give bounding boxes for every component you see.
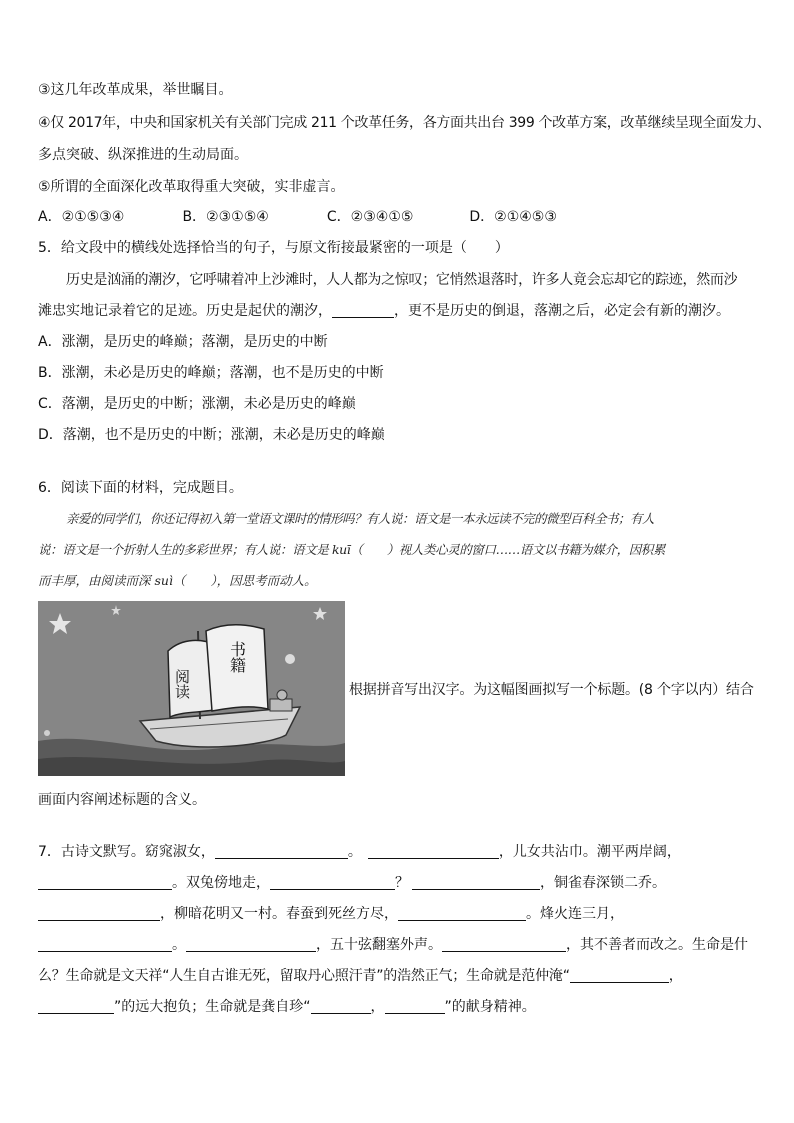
- q7-blank[interactable]: [215, 844, 348, 859]
- q7-blank[interactable]: [570, 968, 669, 983]
- q7-text: 么？生命就是文天祥“人生自古谁无死，留取丹心照汗青”的浩然正气；生命就是范仲淹“: [38, 968, 570, 984]
- q7-line-5: [38, 966, 683, 986]
- line-item-3: ③这几年改革成果，举世瞩目。: [38, 82, 233, 98]
- q7-text: ，儿女共沾巾。潮平两岸阔，: [498, 844, 681, 860]
- q7-text: ”的远大抱负；生命就是龚自珍“: [114, 999, 311, 1015]
- q7-blank[interactable]: [311, 999, 371, 1014]
- sail-left-text: 阅读: [173, 669, 191, 699]
- option-a[interactable]: A．②①⑤③④: [38, 209, 125, 225]
- q7-blank[interactable]: [270, 875, 395, 890]
- q7-blank[interactable]: [385, 999, 445, 1014]
- q5-passage-line-1: 历史是汹涌的潮汐，它呼啸着冲上沙滩时，人人都为之惊叹；它悄然退落时，许多人竟会忘却它的踪迹，然而沙: [66, 272, 738, 288]
- q5-option-a[interactable]: A．涨潮，是历史的峰巅；落潮，是历史的中断: [38, 334, 328, 350]
- q7-text: ，五十弦翻塞外声。: [316, 937, 442, 953]
- q7-blank[interactable]: [412, 875, 540, 890]
- q7-blank[interactable]: [368, 844, 499, 859]
- option-c[interactable]: C．②③④①⑤: [326, 209, 414, 225]
- q6-letter-line-2: 说：语文是一个折射人生的多彩世界；有人说：语文是 kuī（ ）视人类心灵的窗口……语文以书籍为媒介，因积累: [38, 542, 665, 557]
- q7-line-4: [38, 935, 748, 955]
- q5-passage-text-b: ，更不是历史的倒退，落潮之后，必定会有新的潮汐。: [394, 303, 730, 319]
- q7-blank[interactable]: [186, 937, 316, 952]
- q5-option-b[interactable]: B．涨潮，未必是历史的峰巅；落潮，也不是历史的中断: [38, 365, 384, 381]
- q5-option-c[interactable]: C．落潮，是历史的中断；涨潮，未必是历史的峰巅: [38, 396, 356, 412]
- q7-line-6: [38, 997, 536, 1017]
- q5-stem: 5．给文段中的横线处选择恰当的句子，与原文衔接最紧密的一项是（ ）: [38, 240, 509, 256]
- q7-text: 7．古诗文默写。窈窕淑女，: [38, 844, 215, 860]
- q6-letter-line-1: 亲爱的同学们，你还记得初入第一堂语文课时的情形吗？有人说：语文是一本永远读不完的微型百科全书；有人: [66, 511, 655, 526]
- options-row-q4: [38, 207, 557, 227]
- q7-blank[interactable]: [38, 906, 160, 921]
- q7-text: ，其不善者而改之。生命是什: [566, 937, 748, 953]
- line-item-4b: 多点突破、纵深推进的生动局面。: [38, 147, 248, 163]
- q7-text: ，铜雀春深锁二乔。: [540, 875, 666, 891]
- q5-passage-text-a: 滩忠实地记录着它的足迹。历史是起伏的潮汐，: [38, 303, 332, 319]
- star-icon: [44, 730, 50, 736]
- option-b[interactable]: B．②③①⑤④: [182, 209, 269, 225]
- q7-line-3: [38, 904, 624, 924]
- q7-blank[interactable]: [38, 999, 114, 1014]
- line-item-5: ⑤所谓的全面深化改革取得重大突破，实非虚言。: [38, 179, 345, 195]
- q5-blank[interactable]: [332, 303, 394, 318]
- q7-blank[interactable]: [398, 906, 526, 921]
- q5-option-d[interactable]: D．落潮，也不是历史的中断；涨潮，未必是历史的峰巅: [38, 427, 385, 443]
- q6-side-instruction: 根据拼音写出汉字。为这幅图画拟写一个标题。(8 个字以内）结合: [349, 682, 754, 698]
- sail-right-text: 书籍: [227, 641, 247, 673]
- q7-text: ？: [395, 875, 409, 891]
- q7-text: 。双兔傍地走，: [172, 875, 270, 891]
- q7-line-1: [38, 842, 681, 862]
- q6-stem: 6．阅读下面的材料，完成题目。: [38, 480, 243, 496]
- q5-passage-line-2: [38, 301, 730, 321]
- q7-blank[interactable]: [442, 937, 566, 952]
- q7-text: 。: [347, 844, 362, 860]
- option-d[interactable]: D．②①④⑤③: [469, 209, 557, 225]
- q7-text: ，柳暗花明又一村。春蚕到死丝方尽，: [160, 906, 398, 922]
- q6-letter-line-3: 而丰厚，由阅读而深 suì（ ），因思考而动人。: [38, 573, 317, 588]
- q7-blank[interactable]: [38, 937, 172, 952]
- q7-text: 。: [172, 937, 186, 953]
- q7-text: ，: [370, 999, 385, 1015]
- q7-text: ，: [668, 968, 683, 984]
- star-icon: [285, 654, 295, 664]
- q7-text: 。烽火连三月，: [526, 906, 624, 922]
- q6-instruction-cont: 画面内容阐述标题的含义。: [38, 792, 206, 808]
- q7-blank[interactable]: [38, 875, 172, 890]
- q7-text: ”的献身精神。: [444, 999, 536, 1015]
- q7-line-2: [38, 873, 666, 893]
- line-item-4a: ④仅 2017年，中央和国家机关有关部门完成 211 个改革任务，各方面共出台 399 个改革方案，改革继续呈现全面发力、: [38, 115, 771, 131]
- illustration-reading-boat: [38, 601, 345, 776]
